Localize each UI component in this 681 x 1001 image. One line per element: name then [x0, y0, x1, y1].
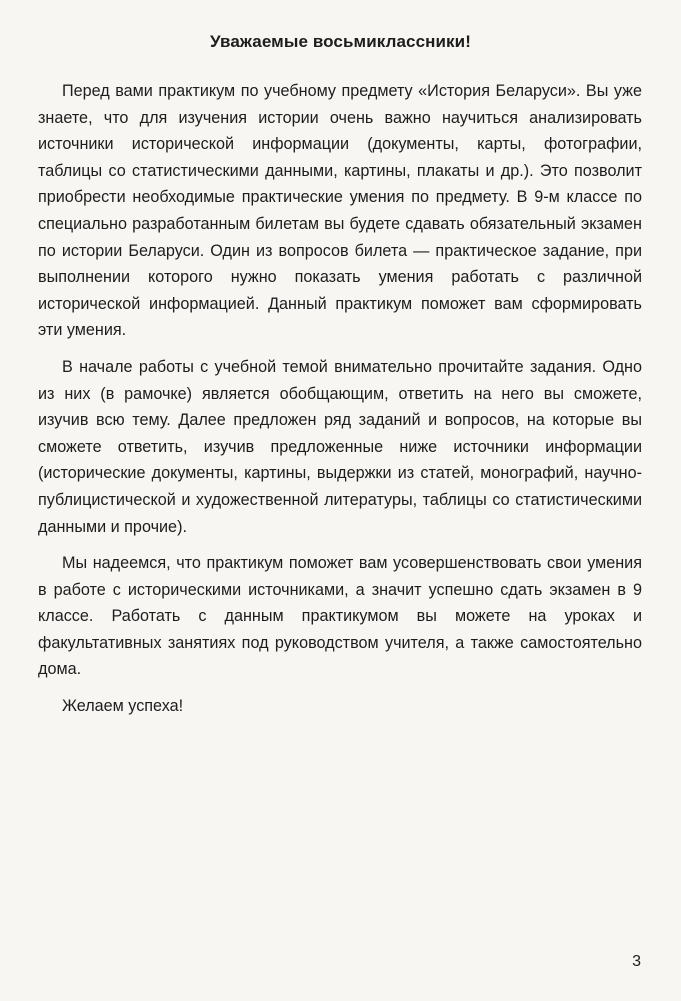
- body-text: [38, 78, 642, 730]
- paragraph-intro: Перед вами практикум по учебному предмету «История Беларуси». Вы уже знаете, что для изучения истории очень важно научиться анализировать источники исторической информации (документы, карты, фотографии, таблицы со статистическими данными, картины, плакаты и др.). Это позволит приобрести необходимые практические умения по предмету. В 9-м классе по специально разработанным билетам вы будете сдавать обязательный экзамен по истории Беларуси. Один из вопросов билета — практическое задание, при выполнении которого нужно показать умения работать с различной исторической информацией. Данный практикум поможет вам сформировать эти умения.: [38, 82, 642, 340]
- page-number: 3: [632, 953, 641, 970]
- page-title: Уважаемые восьмиклассники!: [210, 32, 471, 51]
- paragraph-hope: Мы надеемся, что практикум поможет вам усовершенствовать свои умения в работе с историческими источниками, а значит успешно сдать экзамен в 9 классе. Работать с данным практикумом вы можете на уроках и факультативных занятиях под руководством учителя, а также самостоятельно дома.: [38, 554, 642, 679]
- paragraph-instructions: В начале работы с учебной темой внимательно прочитайте задания. Одно из них (в рамочке) является обобщающим, ответить на него вы сможете, изучив всю тему. Далее предложен ряд заданий и вопросов, на которые вы сможете ответить, изучив предложенные ниже источники информации (исторические документы, картины, выдержки из статей, монографий, научно-публицистической и художественной литературы, таблицы со статистическими данными и прочие).: [38, 357, 642, 536]
- paragraph-wish: Желаем успеха!: [62, 697, 184, 716]
